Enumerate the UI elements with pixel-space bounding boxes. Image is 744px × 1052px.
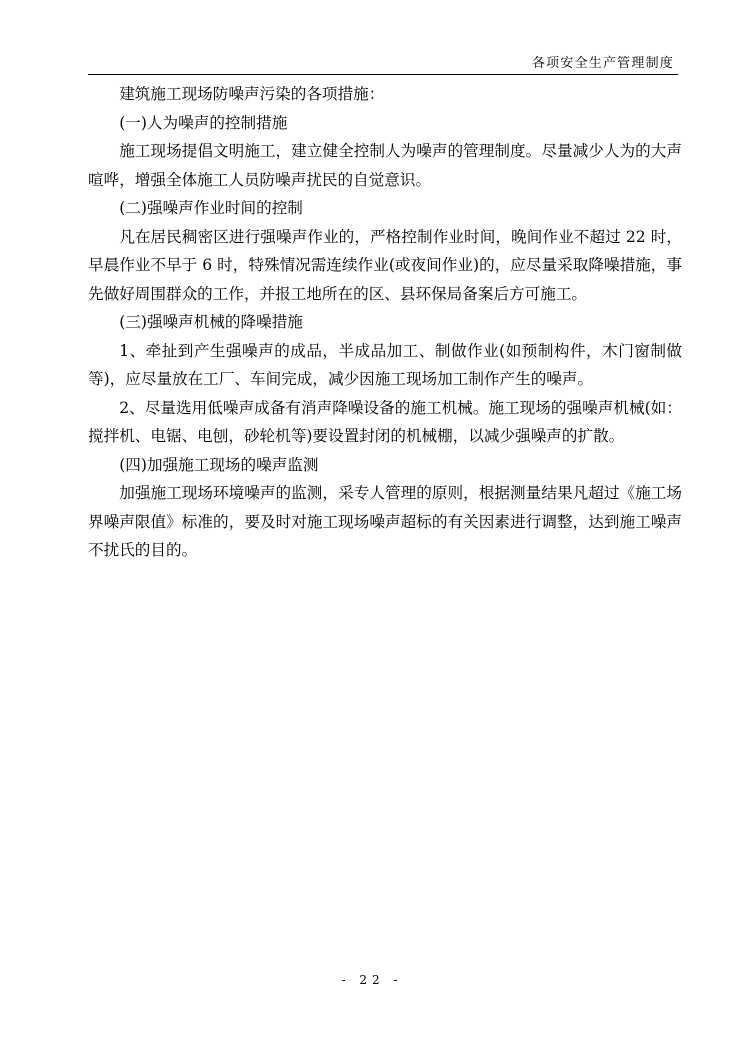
paragraph-3-item-2: 2、尽量选用低噪声成备有消声降噪设备的施工机械。施工现场的强噪声机械(如：搅拌机、电锯、电刨，砂轮机等)要设置封闭的机械棚，以减少强噪声的扩散。 [88, 398, 682, 445]
section-heading-2: (二)强噪声作业时间的控制 [119, 199, 303, 217]
section-heading-4: (四)加强施工现场的噪声监测 [119, 455, 319, 474]
paragraph-2: 凡在居民稠密区进行强噪声作业的，严格控制作业时间，晚间作业不超过 22 时，早晨作业不早于 6 时，特殊情况需连续作业(或夜间作业)的，应尽量采取降噪措施，事先做好周围群众的工作，并报工地所在的区、县环保局备案后方可施工。 [88, 227, 682, 303]
section-heading-3: (三)强噪声机械的降噪措施 [119, 313, 303, 331]
paragraph-4: 加强施工现场环境噪声的监测，采专人管理的原则，根据测量结果凡超过《施工场界噪声限值》标准的，要及时对施工现场噪声超标的有关因素进行调整，达到施工噪声不扰氏的目的。 [88, 484, 682, 559]
paragraph-intro: 建筑施工现场防噪声污染的各项措施： [119, 85, 385, 103]
section-heading-1: (一)人为噪声的控制措施 [119, 113, 288, 132]
page-number: - 22 - [341, 973, 403, 987]
paragraph-1: 施工现场提倡文明施工，建立健全控制人为噪声的管理制度。尽量减少人为的大声喧哗，增强全体施工人员防噪声扰民的自觉意识。 [88, 142, 682, 189]
header-title: 各项安全生产管理制度 [531, 56, 674, 71]
page-header [88, 50, 678, 75]
document-body [88, 80, 682, 565]
paragraph-3-item-1: 1、牵扯到产生强噪声的成品，半成品加工、制做作业(如预制构件，木门窗制做等)，应尽量放在工厂、车间完成，减少因施工现场加工制作产生的噪声。 [88, 341, 682, 388]
